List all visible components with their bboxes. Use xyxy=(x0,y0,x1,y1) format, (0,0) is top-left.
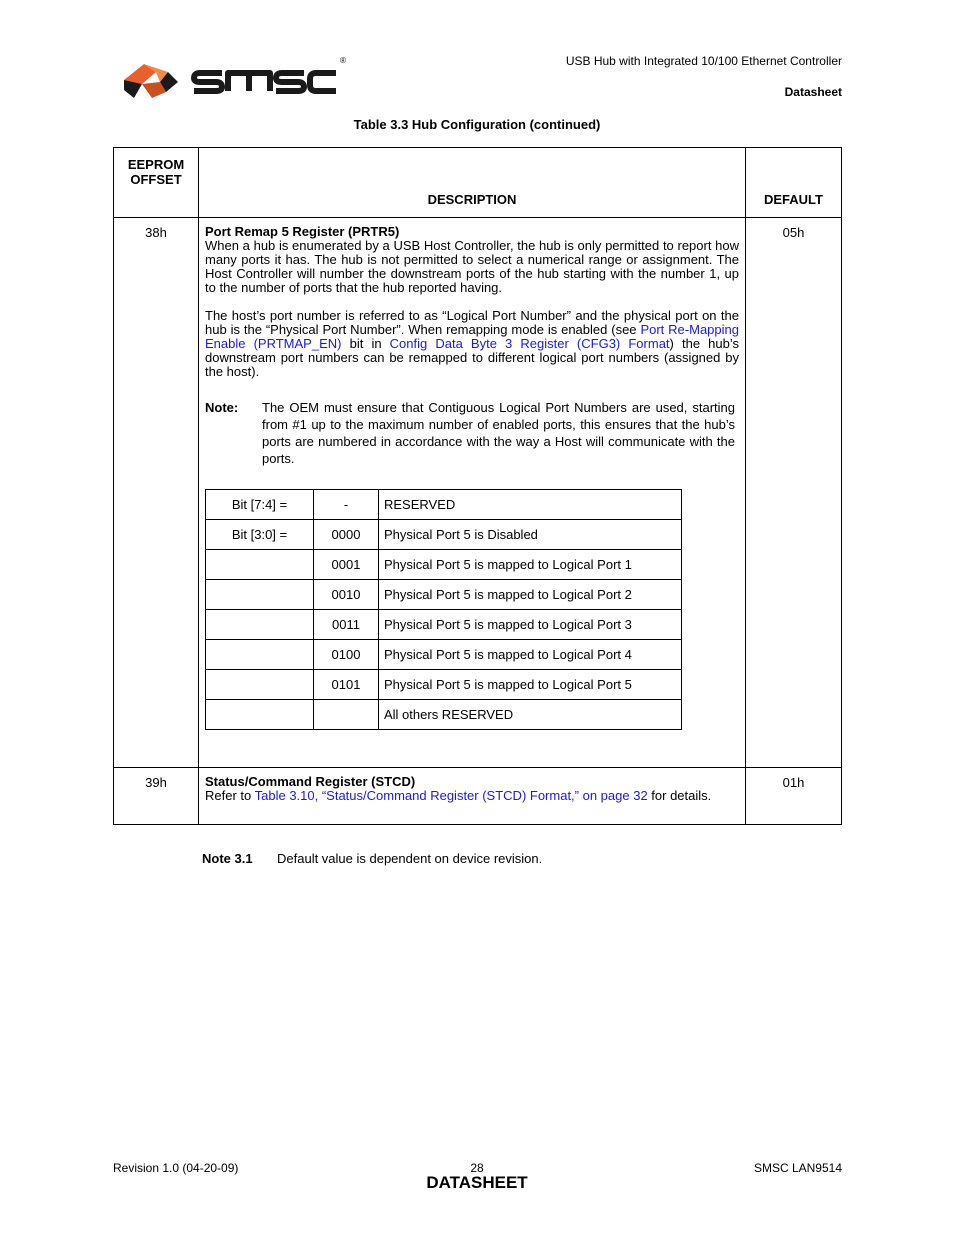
note-label: Note: xyxy=(205,400,239,415)
bit-field xyxy=(206,580,314,610)
offset-cell: 39h xyxy=(114,768,199,825)
bit-row xyxy=(206,490,682,520)
table-header-row xyxy=(114,148,842,218)
footnote-text: Default value is dependent on device revision. xyxy=(277,851,543,866)
smsc-logo-icon xyxy=(122,62,348,100)
table-row xyxy=(114,218,842,768)
footer-product: SMSC LAN9514 xyxy=(753,1161,842,1175)
bit-value: 0100 xyxy=(314,640,379,670)
default-cell: 01h xyxy=(746,768,842,825)
note-text: The OEM must ensure that Contiguous Logical Port Numbers are used, starting from #1 up to the maximum number of enabled ports, this ensures that the hub’s ports are numbered in accordance with the way a Host will communicate with the ports. xyxy=(262,400,735,466)
column-header-description: DESCRIPTION xyxy=(199,148,746,218)
bit-value: 0001 xyxy=(314,550,379,580)
description-cell xyxy=(199,218,746,768)
bit-field xyxy=(206,670,314,700)
bit-row xyxy=(206,610,682,640)
bit-value: 0000 xyxy=(314,520,379,550)
bit-row xyxy=(206,700,682,730)
bit-meaning: Physical Port 5 is mapped to Logical Port 2 xyxy=(379,580,682,610)
bit-row xyxy=(206,550,682,580)
offset-cell: 38h xyxy=(114,218,199,768)
stcd-format-link[interactable]: Table 3.10, “Status/Command Register (STCD) Format,” on page 32 xyxy=(254,788,648,803)
bit-meaning: Physical Port 5 is mapped to Logical Port 1 xyxy=(379,550,682,580)
footnote-label: Note 3.1 xyxy=(202,851,253,866)
hub-configuration-table xyxy=(113,147,842,825)
description-paragraph: Refer to Table 3.10, “Status/Command Register (STCD) Format,” on page 32 for details. xyxy=(205,788,712,803)
bit-row xyxy=(206,640,682,670)
offset-header-line2: OFFSET xyxy=(130,172,182,187)
bit-value: 0010 xyxy=(314,580,379,610)
bit-meaning: All others RESERVED xyxy=(379,700,682,730)
registered-mark: ® xyxy=(340,56,346,65)
bit-value xyxy=(314,700,379,730)
bit-meaning: Physical Port 5 is mapped to Logical Port 5 xyxy=(379,670,682,700)
description-paragraph: When a hub is enumerated by a USB Host Controller, the hub is only permitted to report how many ports it has. The hub is not permitted to select a numerical range or assignment. The Host Controller will number the downstream ports of the hub starting with the number 1, up to the number of ports that the hub reported having. xyxy=(205,238,739,295)
cfg3-format-link[interactable]: Config Data Byte 3 Register (CFG3) Format xyxy=(389,336,670,351)
description-cell xyxy=(199,768,746,825)
bit-field: Bit [3:0] = xyxy=(206,520,314,550)
document-subtitle: Datasheet xyxy=(784,85,842,99)
bit-meaning: Physical Port 5 is mapped to Logical Port 4 xyxy=(379,640,682,670)
bit-row xyxy=(206,670,682,700)
footnote xyxy=(202,851,542,866)
bit-meaning: RESERVED xyxy=(379,490,682,520)
bit-value: - xyxy=(314,490,379,520)
footer-page-number: 28 xyxy=(470,1161,484,1175)
register-heading: Port Remap 5 Register (PRTR5) xyxy=(205,224,400,239)
bit-definition-table xyxy=(205,489,682,730)
bit-field: Bit [7:4] = xyxy=(206,490,314,520)
bit-field xyxy=(206,550,314,580)
description-paragraph: The host’s port number is referred to as “Logical Port Number” and the physical port on the hub is the “Physical Port Number”. When remapping mode is enabled (see Port Re-Mapping Enable (PRTMAP_EN) bit in Config Data Byte 3 Register (CFG3) Format) the hub’s downstream port numbers can be remapped to different logical port numbers (assigned by the host). xyxy=(205,308,739,379)
bit-field xyxy=(206,610,314,640)
note-block xyxy=(205,399,739,467)
bit-field xyxy=(206,700,314,730)
bit-value: 0101 xyxy=(314,670,379,700)
bit-meaning: Physical Port 5 is mapped to Logical Port 3 xyxy=(379,610,682,640)
document-title: USB Hub with Integrated 10/100 Ethernet Controller xyxy=(565,54,842,68)
footer-datasheet: DATASHEET xyxy=(426,1173,528,1192)
smsc-logo xyxy=(122,56,348,100)
register-heading: Status/Command Register (STCD) xyxy=(205,774,416,789)
table-row xyxy=(114,768,842,825)
bit-value: 0011 xyxy=(314,610,379,640)
column-header-default: DEFAULT xyxy=(746,148,842,218)
prtmap-en-link[interactable]: Port Re-Mapping Enable (PRTMAP_EN) xyxy=(205,322,739,351)
column-header-offset xyxy=(114,148,199,218)
bit-field xyxy=(206,640,314,670)
bit-row xyxy=(206,520,682,550)
default-cell: 05h xyxy=(746,218,842,768)
footer-revision: Revision 1.0 (04-20-09) xyxy=(113,1161,239,1175)
bit-row xyxy=(206,580,682,610)
table-title: Table 3.3 Hub Configuration (continued) xyxy=(353,117,601,132)
offset-header-line1: EEPROM xyxy=(127,157,185,172)
bit-meaning: Physical Port 5 is Disabled xyxy=(379,520,682,550)
